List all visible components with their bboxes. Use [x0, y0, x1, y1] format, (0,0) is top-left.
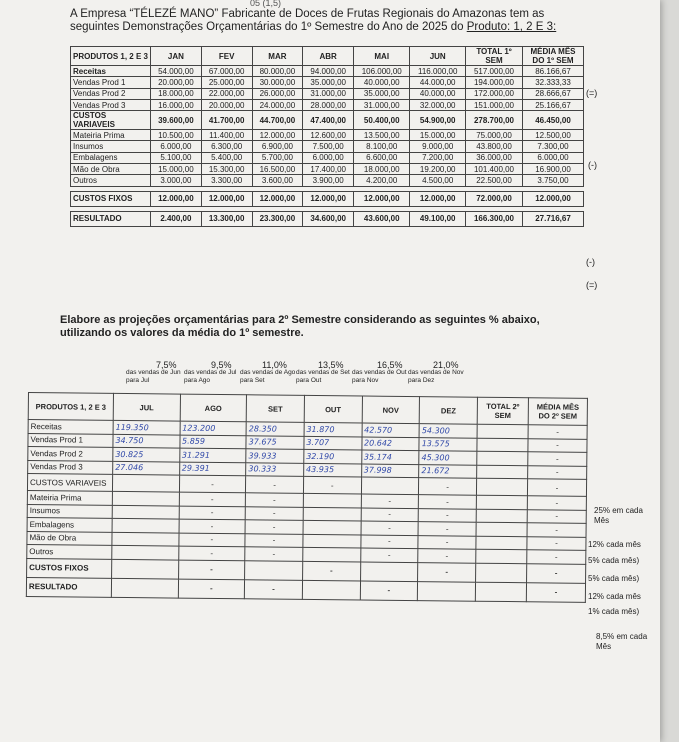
t1-row-mao-de-obra: [71, 164, 584, 175]
dash-cell[interactable]: -: [361, 521, 419, 535]
cell: 39.600,00: [151, 111, 202, 130]
handwritten-cell[interactable]: 31.291: [179, 448, 246, 462]
note-outros-2: 1% cada mês): [588, 607, 640, 616]
pct-value: 9,5%: [211, 360, 232, 370]
t1-row-outros: [71, 175, 584, 186]
t1-header: JUN: [410, 47, 466, 66]
intro-product: Produto: 1, 2 E 3:: [466, 21, 557, 33]
dash-cell[interactable]: -: [179, 492, 246, 506]
empty-cell[interactable]: [476, 522, 527, 536]
cell: 6.000,00: [523, 152, 584, 163]
intro-line-1: A Empresa “TÉLEZÉ MANO” Fabricante de Doces de Frutas Regionais do Amazonas tem as: [70, 8, 545, 20]
handwritten-cell[interactable]: 31.870: [304, 422, 362, 436]
cell: 5.700,00: [252, 152, 303, 163]
pct-value: 16,5%: [377, 360, 403, 370]
cell: 18.000,00: [151, 88, 202, 99]
note-embalagens: 5% cada mês): [588, 556, 640, 565]
cell: 11.400,00: [201, 130, 252, 141]
handwritten-cell[interactable]: 32.190: [304, 449, 362, 463]
cell: 3.750,00: [523, 175, 584, 186]
t2-header: TOTAL 2º SEM: [477, 397, 528, 425]
cell: 86.166,67: [523, 66, 584, 77]
cell: 106.000,00: [354, 66, 410, 77]
dash-cell[interactable]: -: [527, 550, 586, 564]
cell: 25.000,00: [201, 77, 252, 88]
cell: 54.900,00: [410, 111, 466, 130]
empty-cell[interactable]: [112, 474, 179, 492]
t1-row-insumos: [71, 141, 584, 152]
cell: 25.166,67: [523, 99, 584, 110]
dash-cell[interactable]: -: [303, 476, 361, 494]
note-custos-fixos: 8,5% em cada Mês: [596, 632, 648, 651]
empty-cell[interactable]: [112, 518, 179, 532]
pct-value: 21,0%: [433, 360, 459, 370]
cell: 12.000,00: [523, 191, 584, 206]
empty-cell[interactable]: [477, 451, 528, 465]
t1-row-custos-variaveis: [71, 111, 584, 130]
cell: 32.000,00: [410, 99, 466, 110]
cell: 12.000,00: [252, 191, 303, 206]
cell: 172.000,00: [466, 88, 523, 99]
cell: 101.400,00: [466, 164, 523, 175]
row-label: Embalagens: [27, 517, 112, 531]
dash-cell[interactable]: -: [245, 547, 303, 561]
cell: 166.300,00: [466, 211, 523, 226]
empty-cell[interactable]: [112, 532, 179, 546]
cell: 12.500,00: [523, 130, 584, 141]
t1-header: MAI: [354, 47, 410, 66]
t2-header: SET: [246, 395, 304, 423]
cell: 40.000,00: [354, 77, 410, 88]
cell: 7.300,00: [523, 141, 584, 152]
cell: 6.900,00: [252, 141, 303, 152]
t1-row-embalagens: [71, 152, 584, 163]
dash-cell[interactable]: -: [178, 533, 245, 547]
note-mao-de-obra: 5% cada mês): [588, 574, 640, 583]
t2-header: AGO: [180, 394, 247, 422]
dash-cell[interactable]: -: [418, 535, 476, 549]
cell: 67.000,00: [201, 66, 252, 77]
row-label: Outros: [71, 175, 151, 186]
cell: 31.000,00: [354, 99, 410, 110]
dash-cell[interactable]: -: [528, 438, 587, 452]
dash-cell[interactable]: -: [245, 520, 303, 534]
note-insumos: 12% cada mês: [588, 540, 641, 549]
row-label: Vendas Prod 1: [71, 77, 151, 88]
row-label: CUSTOS FIXOS: [71, 191, 151, 206]
row-label: Outros: [27, 544, 112, 558]
t1-row-resultado: [71, 211, 584, 226]
cell: 47.400,00: [303, 111, 354, 130]
dash-cell[interactable]: -: [360, 580, 418, 600]
handwritten-cell[interactable]: 13.575: [419, 437, 477, 451]
receitas-marker: (=): [586, 88, 598, 98]
cell: 5.400,00: [201, 152, 252, 163]
cell: 3.000,00: [151, 175, 202, 186]
handwritten-cell[interactable]: 39.933: [246, 449, 304, 463]
row-label: CUSTOS VARIAVEIS: [27, 474, 112, 492]
dash-cell[interactable]: -: [245, 506, 303, 520]
dash-cell[interactable]: -: [179, 475, 246, 493]
cell: 3.900,00: [303, 175, 354, 186]
cell: 7.500,00: [303, 141, 354, 152]
cell: 517.000,00: [466, 66, 523, 77]
row-label: Vendas Prod 1: [28, 433, 113, 447]
cell: 16.900,00: [523, 164, 584, 175]
row-label: CUSTOS VARIAVEIS: [71, 111, 151, 130]
empty-cell[interactable]: [476, 563, 527, 583]
dash-cell[interactable]: -: [179, 506, 246, 520]
cell: 80.000,00: [252, 66, 303, 77]
dash-cell[interactable]: -: [178, 560, 245, 580]
empty-cell[interactable]: [418, 581, 476, 601]
empty-cell[interactable]: [475, 582, 526, 602]
empty-cell[interactable]: [477, 424, 528, 438]
dash-cell[interactable]: -: [526, 582, 585, 602]
pct-value: 13,5%: [318, 360, 344, 370]
dash-cell[interactable]: -: [361, 507, 419, 521]
cell: 19.200,00: [410, 164, 466, 175]
cell: 12.000,00: [151, 191, 202, 206]
cell: 54.000,00: [151, 66, 202, 77]
cell: 75.000,00: [466, 130, 523, 141]
handwritten-cell[interactable]: 29.391: [179, 462, 246, 476]
dash-cell[interactable]: -: [179, 519, 246, 533]
empty-cell[interactable]: [112, 559, 179, 579]
cell: 34.600,00: [303, 211, 354, 226]
handwritten-cell[interactable]: 3.707: [304, 436, 362, 450]
cell: 43.800,00: [466, 141, 523, 152]
dash-cell[interactable]: -: [528, 425, 587, 439]
cell: 7.200,00: [410, 152, 466, 163]
dash-cell[interactable]: -: [528, 465, 587, 479]
row-label: RESULTADO: [71, 211, 151, 226]
note-outros: 12% cada mês: [588, 592, 641, 601]
handwritten-cell[interactable]: 37.998: [361, 463, 419, 477]
handwritten-cell[interactable]: 20.642: [361, 436, 419, 450]
cell: 24.000,00: [252, 99, 303, 110]
t1-corner: PRODUTOS 1, 2 E 3: [71, 47, 151, 66]
cell: 94.000,00: [303, 66, 354, 77]
cell: 40.000,00: [410, 88, 466, 99]
empty-cell[interactable]: [476, 536, 527, 550]
row-label: Vendas Prod 2: [71, 88, 151, 99]
dash-cell[interactable]: -: [418, 508, 476, 522]
handwritten-cell[interactable]: 28.350: [246, 422, 304, 436]
cell: 16.000,00: [151, 99, 202, 110]
empty-cell[interactable]: [111, 578, 178, 598]
row-label: CUSTOS FIXOS: [27, 558, 112, 578]
cell: 4.200,00: [354, 175, 410, 186]
handwritten-cell[interactable]: 123.200: [180, 421, 247, 435]
empty-cell[interactable]: [112, 491, 179, 505]
cell: 4.500,00: [410, 175, 466, 186]
cell: 9.000,00: [410, 141, 466, 152]
dash-cell[interactable]: -: [527, 536, 586, 550]
empty-cell[interactable]: [112, 505, 179, 519]
row-label: Mateiria Prima: [27, 490, 112, 504]
cell: 44.000,00: [410, 77, 466, 88]
cell: 50.400,00: [354, 111, 410, 130]
cell: 72.000,00: [466, 191, 523, 206]
dash-cell[interactable]: -: [419, 495, 477, 509]
t2-header: MÉDIA MÊS DO 2º SEM: [528, 398, 587, 426]
cell: 28.000,00: [303, 99, 354, 110]
cell: 10.500,00: [151, 130, 202, 141]
handwritten-cell[interactable]: 5.859: [180, 435, 247, 449]
t1-row-receitas: [71, 66, 584, 77]
dash-cell[interactable]: -: [361, 494, 419, 508]
cell: 6.000,00: [303, 152, 354, 163]
handwritten-cell[interactable]: 45.300: [419, 451, 477, 465]
empty-cell[interactable]: [476, 549, 527, 563]
t2-header: NOV: [362, 396, 420, 424]
row-label: Receitas: [71, 66, 151, 77]
cell: 30.000,00: [252, 77, 303, 88]
dash-cell[interactable]: -: [178, 579, 245, 599]
resultado-marker: (=): [586, 280, 598, 290]
dash-cell[interactable]: -: [527, 523, 586, 537]
t2-corner: PRODUTOS 1, 2 E 3: [28, 393, 113, 421]
cell: 32.333,33: [523, 77, 584, 88]
cell: 43.600,00: [354, 211, 410, 226]
cell: 41.700,00: [201, 111, 252, 130]
cell: 12.000,00: [410, 191, 466, 206]
empty-cell[interactable]: [112, 545, 179, 559]
dash-cell[interactable]: -: [419, 478, 477, 496]
row-label: Mão de Obra: [27, 531, 112, 545]
handwritten-cell[interactable]: 30.825: [113, 447, 180, 461]
t1-header: TOTAL 1º SEM: [466, 47, 523, 66]
dash-cell[interactable]: -: [360, 534, 418, 548]
pct-label: das vendas de Out para Nov: [352, 369, 407, 384]
cell: 6.300,00: [201, 141, 252, 152]
dash-cell[interactable]: -: [527, 509, 586, 523]
cell: 26.000,00: [252, 88, 303, 99]
empty-cell[interactable]: [476, 509, 527, 523]
row-label: Mateiria Prima: [71, 130, 151, 141]
question-number: 05 (1,5): [250, 0, 282, 8]
dash-cell[interactable]: -: [418, 549, 476, 563]
handwritten-cell[interactable]: 37.675: [246, 435, 304, 449]
pct-label: das vendas de Nov para Dez: [408, 369, 464, 384]
t1-header: MÉDIA MÊS DO 1º SEM: [523, 47, 584, 66]
empty-cell[interactable]: [303, 520, 361, 534]
note-custos-variaveis: 25% em cada Mês: [594, 506, 643, 525]
t1-header: FEV: [201, 47, 252, 66]
row-label: Insumos: [27, 504, 112, 518]
custos-fixos-marker: (-): [586, 257, 595, 267]
cell: 46.450,00: [523, 111, 584, 130]
intro-line-2: seguintes Demonstrações Orçamentárias do 1º Semestre do Ano de 2025 do: [70, 21, 467, 33]
empty-cell[interactable]: [477, 465, 528, 479]
first-semester-table: [70, 46, 584, 227]
cell: 18.000,00: [354, 164, 410, 175]
empty-cell[interactable]: [360, 561, 418, 581]
row-label: RESULTADO: [26, 577, 111, 597]
row-label: Receitas: [28, 420, 113, 434]
cell: 35.000,00: [354, 88, 410, 99]
empty-cell[interactable]: [361, 477, 419, 495]
cell: 13.500,00: [354, 130, 410, 141]
t2-header: JUL: [113, 393, 180, 421]
cell: 194.000,00: [466, 77, 523, 88]
cell: 16.500,00: [252, 164, 303, 175]
dash-cell[interactable]: -: [528, 452, 587, 466]
cell: 22.000,00: [201, 88, 252, 99]
handwritten-cell[interactable]: 43.935: [304, 463, 362, 477]
t1-header: MAR: [252, 47, 303, 66]
dash-cell[interactable]: -: [245, 579, 303, 599]
cell: 151.000,00: [466, 99, 523, 110]
handwritten-cell[interactable]: 34.750: [113, 434, 180, 448]
dash-cell[interactable]: -: [527, 496, 586, 510]
cell: 6.600,00: [354, 152, 410, 163]
cell: 13.300,00: [201, 211, 252, 226]
intro-text: [70, 8, 600, 34]
cell: 12.000,00: [354, 191, 410, 206]
cell: 15.000,00: [410, 130, 466, 141]
cell: 20.000,00: [201, 99, 252, 110]
dash-cell[interactable]: -: [246, 493, 304, 507]
handwritten-cell[interactable]: 54.300: [419, 424, 477, 438]
cell: 49.100,00: [410, 211, 466, 226]
cell: 17.400,00: [303, 164, 354, 175]
dash-cell[interactable]: -: [527, 479, 586, 497]
dash-cell[interactable]: -: [245, 533, 303, 547]
cell: 12.000,00: [201, 191, 252, 206]
empty-cell[interactable]: [303, 534, 361, 548]
t2-header: OUT: [304, 395, 362, 423]
pct-label: das vendas de Jun para Jul: [126, 369, 181, 384]
t2-header: DEZ: [419, 397, 477, 425]
cell: 27.716,67: [523, 211, 584, 226]
cell: 36.000,00: [466, 152, 523, 163]
cell: 44.700,00: [252, 111, 303, 130]
t1-row-custos-fixos: [71, 191, 584, 206]
empty-cell[interactable]: [302, 580, 360, 600]
pct-label: das vendas de Jul para Ago: [184, 369, 237, 384]
cell: 28.666,67: [523, 88, 584, 99]
empty-cell[interactable]: [476, 478, 527, 496]
cell: 35.000,00: [303, 77, 354, 88]
cell: 12.000,00: [252, 130, 303, 141]
t1-header: ABR: [303, 47, 354, 66]
empty-cell[interactable]: [477, 438, 528, 452]
dash-cell[interactable]: -: [418, 562, 476, 582]
empty-cell[interactable]: [476, 495, 527, 509]
row-label: Embalagens: [71, 152, 151, 163]
handwritten-cell[interactable]: 42.570: [362, 423, 420, 437]
second-semester-table: [26, 392, 588, 602]
handwritten-cell[interactable]: 21.672: [419, 464, 477, 478]
cell: 6.000,00: [151, 141, 202, 152]
cell: 15.000,00: [151, 164, 202, 175]
dash-cell[interactable]: -: [246, 476, 304, 494]
dash-cell[interactable]: -: [360, 548, 418, 562]
empty-cell[interactable]: [303, 507, 361, 521]
row-label: Vendas Prod 3: [71, 99, 151, 110]
row-label: Insumos: [71, 141, 151, 152]
cell: 2.400,00: [151, 211, 202, 226]
cell: 12.000,00: [303, 191, 354, 206]
t1-row-vendas-3: [71, 99, 584, 110]
custos-variaveis-marker: (-): [588, 160, 597, 170]
pct-value: 11,0%: [262, 360, 287, 370]
handwritten-cell[interactable]: 35.174: [361, 450, 419, 464]
task-line-2: utilizando os valores da média do 1º semestre.: [60, 327, 304, 339]
cell: 3.600,00: [252, 175, 303, 186]
cell: 12.600,00: [303, 130, 354, 141]
row-label: Mão de Obra: [71, 164, 151, 175]
dash-cell[interactable]: -: [302, 561, 360, 581]
cell: 5.100,00: [151, 152, 202, 163]
task-text: [60, 314, 620, 340]
empty-cell[interactable]: [303, 493, 361, 507]
empty-cell[interactable]: [303, 547, 361, 561]
cell: 116.000,00: [410, 66, 466, 77]
cell: 31.000,00: [303, 88, 354, 99]
cell: 20.000,00: [151, 77, 202, 88]
t1-header: JAN: [151, 47, 202, 66]
t1-row-vendas-1: [71, 77, 584, 88]
handwritten-cell[interactable]: 119.350: [113, 420, 180, 434]
dash-cell[interactable]: -: [527, 563, 586, 583]
pct-label: das vendas de Set para Out: [296, 369, 350, 384]
task-line-1: Elabore as projeções orçamentárias para 2º Semestre considerando as seguintes % abaixo,: [60, 314, 540, 326]
dash-cell[interactable]: -: [418, 522, 476, 536]
handwritten-cell[interactable]: 27.046: [113, 461, 180, 475]
t1-row-vendas-2: [71, 88, 584, 99]
cell: 3.300,00: [201, 175, 252, 186]
empty-cell[interactable]: [245, 560, 303, 580]
cell: 22.500,00: [466, 175, 523, 186]
row-label: Vendas Prod 3: [28, 460, 113, 474]
cell: 8.100,00: [354, 141, 410, 152]
t1-row-materia-prima: [71, 130, 584, 141]
row-label: Vendas Prod 2: [28, 447, 113, 461]
cell: 23.300,00: [252, 211, 303, 226]
cell: 278.700,00: [466, 111, 523, 130]
pct-value: 7,5%: [156, 360, 177, 370]
dash-cell[interactable]: -: [178, 546, 245, 560]
pct-label: das vendas de Ago para Set: [240, 369, 296, 384]
cell: 15.300,00: [201, 164, 252, 175]
handwritten-cell[interactable]: 30.333: [246, 462, 304, 476]
